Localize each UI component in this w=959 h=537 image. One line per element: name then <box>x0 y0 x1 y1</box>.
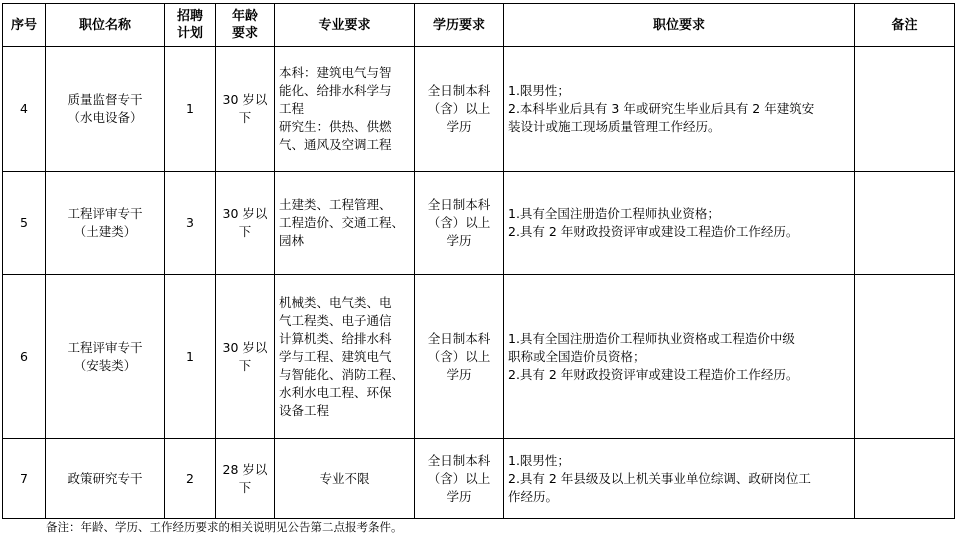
cell-edu <box>415 47 504 172</box>
cell-line: 1.限男性； <box>508 452 570 468</box>
cell-line: （含）以上 <box>427 101 491 116</box>
cell-line: 质量监督专干 <box>67 92 143 107</box>
cell-line: 计算机类、给排水科 <box>279 330 392 346</box>
cell-seq: 4 <box>3 47 46 172</box>
cell-major <box>275 47 415 172</box>
recruitment-table-wrapper <box>2 3 955 519</box>
cell-line: 1.具有全国注册造价工程师执业资格； <box>508 206 720 221</box>
cell-quota: 1 <box>165 275 216 439</box>
header-age-line: 要求 <box>231 26 258 41</box>
cell-major <box>275 172 415 275</box>
cell-major <box>275 439 415 519</box>
cell-line: （含）以上 <box>427 348 491 364</box>
cell-line: 30 岁以 <box>222 339 268 355</box>
cell-line: 设备工程 <box>279 402 330 418</box>
header-major: 专业要求 <box>275 4 415 47</box>
cell-age <box>216 47 275 172</box>
cell-edu <box>415 172 504 275</box>
cell-edu <box>415 439 504 519</box>
cell-age <box>216 275 275 439</box>
cell-remark <box>855 439 955 519</box>
cell-position <box>46 172 165 275</box>
cell-line: 全日制本科 <box>427 330 491 346</box>
table-row <box>3 47 955 172</box>
cell-line: 学历 <box>446 119 472 134</box>
cell-line: 能化、给排水科学与 <box>279 83 392 98</box>
cell-line: 2.具有 2 年财政投资评审或建设工程造价工作经历。 <box>508 224 799 239</box>
cell-requirements <box>504 172 855 275</box>
header-quota <box>165 4 216 47</box>
cell-line: 职称或全国造价员资格； <box>508 348 646 364</box>
cell-line: 与智能化、消防工程、 <box>279 366 405 382</box>
cell-position <box>46 47 165 172</box>
cell-requirements <box>504 275 855 439</box>
cell-line: 工程 <box>279 101 305 116</box>
cell-line: （含）以上 <box>427 215 491 230</box>
cell-line: 全日制本科 <box>427 197 491 212</box>
cell-position <box>46 275 165 439</box>
cell-line: 水利水电工程、环保 <box>279 384 392 400</box>
cell-line: 本科：建筑电气与智 <box>279 65 392 80</box>
cell-line: 2.具有 2 年财政投资评审或建设工程造价工作经历。 <box>508 366 799 382</box>
cell-position <box>46 439 165 519</box>
cell-seq: 5 <box>3 172 46 275</box>
cell-line: 工程造价、交通工程、 <box>279 215 405 230</box>
cell-line: 专业不限 <box>319 470 370 486</box>
table-row <box>3 275 955 439</box>
cell-line: 气工程类、电子通信 <box>279 312 392 328</box>
table-row <box>3 172 955 275</box>
cell-line: 学历 <box>446 488 472 504</box>
cell-line: （含）以上 <box>427 470 491 486</box>
header-row <box>3 4 955 47</box>
cell-line: （水电设备） <box>67 110 143 125</box>
cell-line: 1.具有全国注册造价工程师执业资格或工程造价中级 <box>508 330 795 346</box>
table-row <box>3 439 955 519</box>
cell-line: 全日制本科 <box>427 452 491 468</box>
cell-remark <box>855 172 955 275</box>
cell-quota: 2 <box>165 439 216 519</box>
cell-line: 1.限男性； <box>508 83 570 98</box>
cell-line: 研究生：供热、供燃 <box>279 119 392 134</box>
cell-requirements <box>504 439 855 519</box>
cell-line: 下 <box>238 224 252 239</box>
cell-major <box>275 275 415 439</box>
cell-line: 30 岁以 <box>222 206 268 221</box>
footnote: 备注：年龄、学历、工作经历要求的相关说明见公告第二点报考条件。 <box>46 520 403 534</box>
cell-line: 下 <box>238 357 252 373</box>
cell-quota: 1 <box>165 47 216 172</box>
header-seq: 序号 <box>3 4 46 47</box>
cell-line: 2.具有 2 年县级及以上机关事业单位综调、政研岗位工 <box>508 470 811 486</box>
recruitment-table <box>2 3 955 519</box>
header-quota-line: 计划 <box>176 26 203 41</box>
header-age <box>216 4 275 47</box>
cell-remark <box>855 47 955 172</box>
cell-line: 全日制本科 <box>427 83 491 98</box>
cell-age <box>216 172 275 275</box>
cell-line: 30 岁以 <box>222 92 268 107</box>
cell-seq: 7 <box>3 439 46 519</box>
cell-line: 28 岁以 <box>222 461 268 477</box>
cell-line: 工程评审专干 <box>67 206 143 221</box>
cell-line: 2.本科毕业后具有 3 年或研究生毕业后具有 2 年建筑安 <box>508 101 815 116</box>
cell-line: 机械类、电气类、电 <box>279 294 392 310</box>
cell-line: （安装类） <box>73 357 137 373</box>
cell-line: 政策研究专干 <box>67 470 143 486</box>
cell-line: 土建类、工程管理、 <box>279 197 392 212</box>
cell-line: 园林 <box>279 233 305 248</box>
header-age-line: 年龄 <box>231 9 258 24</box>
header-remark: 备注 <box>855 4 955 47</box>
cell-line: 学历 <box>446 233 472 248</box>
cell-line: 工程评审专干 <box>67 339 143 355</box>
cell-age <box>216 439 275 519</box>
header-quota-line: 招聘 <box>176 9 203 24</box>
cell-requirements <box>504 47 855 172</box>
cell-seq: 6 <box>3 275 46 439</box>
cell-line: （土建类） <box>73 224 137 239</box>
cell-quota: 3 <box>165 172 216 275</box>
cell-line: 下 <box>238 110 252 125</box>
header-edu: 学历要求 <box>415 4 504 47</box>
cell-line: 学历 <box>446 366 472 382</box>
cell-line: 作经历。 <box>508 488 559 504</box>
cell-line: 下 <box>238 479 252 495</box>
header-requirements: 职位要求 <box>504 4 855 47</box>
header-position: 职位名称 <box>46 4 165 47</box>
cell-remark <box>855 275 955 439</box>
cell-edu <box>415 275 504 439</box>
cell-line: 学与工程、建筑电气 <box>279 348 392 364</box>
cell-line: 装设计或施工现场质量管理工作经历。 <box>508 119 721 134</box>
cell-line: 气、通风及空调工程 <box>279 137 392 152</box>
